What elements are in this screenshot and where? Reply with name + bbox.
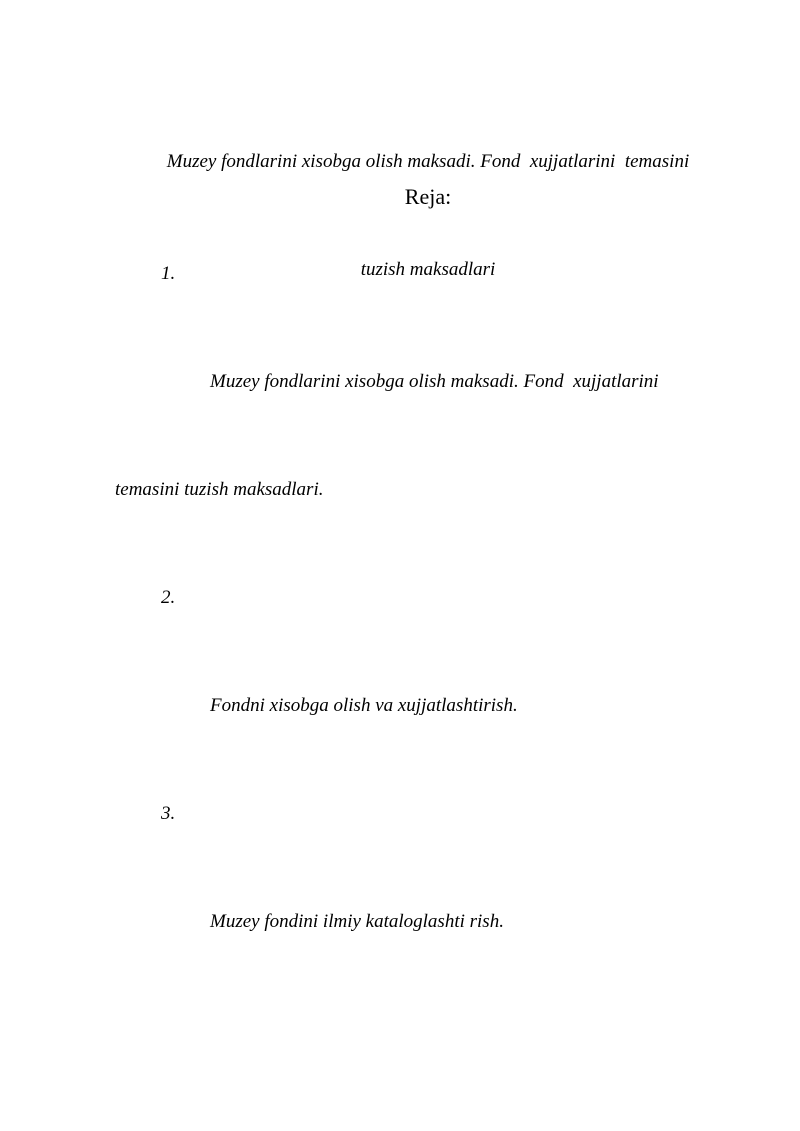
plan-item-text: Fondni xisobga olish va xujjatlashtirish.	[210, 695, 518, 716]
plan-item-number: 1.	[161, 263, 176, 284]
plan-item-number: 3.	[161, 803, 176, 824]
plan-item-3	[115, 796, 755, 1012]
plan-item-text: Muzey fondini ilmiy kataloglashti rish.	[210, 911, 504, 932]
plan-item-2	[115, 580, 755, 796]
plan-item-text-continued: temasini tuzish maksadlari.	[115, 479, 324, 500]
plan-item-text: Muzey fondlarini xisobga olish maksadi. Fond xujjatlarini	[210, 371, 659, 392]
title-line-2: tuzish maksadlari	[360, 259, 496, 280]
title-line-1: Muzey fondlarini xisobga olish maksadi. Fond xujjatlarini temasini	[166, 151, 690, 172]
plan-item-1	[115, 256, 755, 580]
plan-heading: Reja:	[404, 184, 452, 209]
plan-item-number: 2.	[161, 587, 176, 608]
plan-list	[115, 256, 755, 1012]
